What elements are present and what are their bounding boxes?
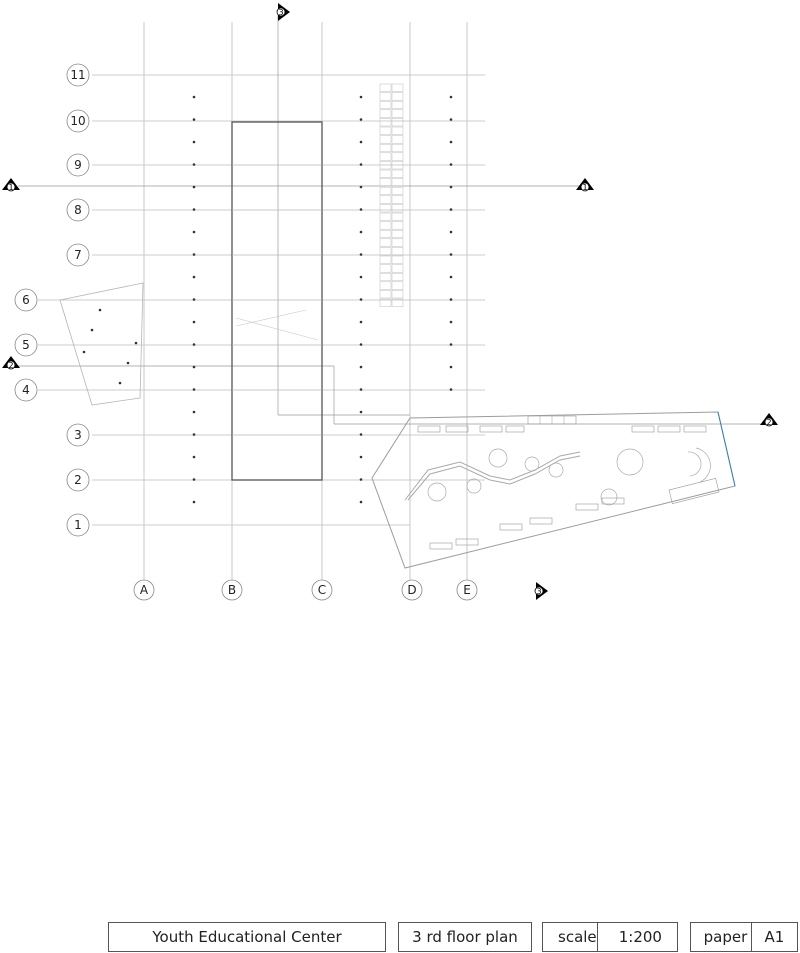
column-dot	[360, 141, 363, 144]
svg-text:3: 3	[536, 587, 542, 596]
section-marker-2-right	[760, 413, 778, 427]
section-marker-2-left	[2, 356, 20, 370]
column-dot	[360, 456, 363, 459]
column-dot	[193, 118, 196, 121]
row-label-1: 1	[74, 518, 82, 532]
row-axis-1	[67, 514, 89, 536]
paper-divider	[751, 923, 752, 951]
stair-step	[392, 136, 403, 144]
column-dot	[193, 186, 196, 189]
column-dot	[450, 186, 453, 189]
stair-step	[380, 144, 391, 152]
row-label-2: 2	[74, 473, 82, 487]
svg-text:1: 1	[8, 183, 14, 192]
section-marker-3-bottom	[535, 582, 548, 600]
column-dot	[193, 456, 196, 459]
column-dot	[193, 321, 196, 324]
column-dot	[450, 253, 453, 256]
column-label-e: E	[463, 583, 471, 597]
column-dot	[360, 366, 363, 369]
column-dot	[360, 231, 363, 234]
stair-step	[380, 101, 391, 109]
svg-text:2: 2	[8, 361, 14, 370]
stair-step	[380, 290, 391, 298]
column-dot	[193, 231, 196, 234]
paper-value: A1	[764, 928, 785, 946]
central-core	[232, 122, 322, 480]
row-label-7: 7	[74, 248, 82, 262]
stair-step	[380, 213, 391, 221]
column-dot	[193, 253, 196, 256]
column-dot	[127, 362, 130, 365]
column-dot	[193, 208, 196, 211]
column-dot	[360, 96, 363, 99]
stair-step	[392, 170, 403, 178]
stair-step	[392, 256, 403, 264]
column-dot	[450, 343, 453, 346]
column-dot	[450, 118, 453, 121]
column-dot	[193, 298, 196, 301]
column-axis-labels	[134, 580, 477, 600]
row-label-9: 9	[74, 158, 82, 172]
title-block-project	[108, 922, 386, 952]
column-label-b: B	[227, 583, 237, 597]
row-label-5: 5	[22, 338, 30, 352]
row-axis-5	[15, 334, 37, 356]
row-axis-3	[67, 424, 89, 446]
scale-value: 1:200	[618, 928, 662, 946]
row-label-3: 3	[74, 428, 82, 442]
column-axis-b	[222, 580, 242, 600]
stair-step	[380, 136, 391, 144]
stair-step	[380, 170, 391, 178]
row-label-8: 8	[74, 203, 82, 217]
row-label-4: 4	[22, 383, 30, 397]
column-dot	[193, 276, 196, 279]
column-dot	[135, 342, 138, 345]
stair-step	[392, 273, 403, 281]
stair-step	[380, 110, 391, 118]
column-dot	[450, 298, 453, 301]
stair-step	[380, 93, 391, 101]
stair-step	[392, 93, 403, 101]
column-dot	[450, 208, 453, 211]
svg-text:3: 3	[278, 8, 284, 17]
stair-step	[392, 118, 403, 126]
stair-step	[380, 187, 391, 195]
triangular-wing	[60, 283, 143, 405]
section-marker-1-right	[576, 178, 594, 192]
column-dot	[450, 231, 453, 234]
paper-label: paper	[703, 928, 748, 946]
column-dot	[360, 208, 363, 211]
title-block-sheet	[398, 922, 532, 952]
structural-columns	[83, 96, 453, 504]
column-label-c: C	[317, 583, 327, 597]
column-dot	[193, 343, 196, 346]
stair-step	[392, 290, 403, 298]
row-axis-9	[67, 154, 89, 176]
stair-step	[392, 265, 403, 273]
row-axis-2	[67, 469, 89, 491]
column-dot	[360, 253, 363, 256]
stair-step	[380, 127, 391, 135]
stair-step	[380, 179, 391, 187]
column-axis-e	[457, 580, 477, 600]
stair-step	[380, 84, 391, 92]
stair-step	[392, 110, 403, 118]
column-label-d: D	[407, 583, 417, 597]
title-block-paper	[690, 922, 798, 952]
stair-step	[380, 273, 391, 281]
row-axis-4	[15, 379, 37, 401]
column-dot	[360, 501, 363, 504]
stair-step	[392, 213, 403, 221]
column-dot	[193, 411, 196, 414]
column-dot	[450, 96, 453, 99]
column-dot	[360, 343, 363, 346]
stair-step	[380, 118, 391, 126]
column-dot	[360, 163, 363, 166]
row-axis-8	[67, 199, 89, 221]
stair-step	[380, 196, 391, 204]
sheet-title: 3 rd floor plan	[412, 928, 518, 946]
stair-step	[392, 101, 403, 109]
column-dot	[450, 163, 453, 166]
column-dot	[83, 351, 86, 354]
column-dot	[193, 96, 196, 99]
column-dot	[360, 478, 363, 481]
stair-step	[392, 222, 403, 230]
row-axis-7	[67, 244, 89, 266]
svg-text:2: 2	[766, 418, 772, 427]
stair-step	[380, 222, 391, 230]
column-dot	[91, 329, 94, 332]
column-dot	[119, 382, 122, 385]
row-axis-10	[67, 110, 89, 132]
row-label-11: 11	[70, 68, 86, 82]
stair-step	[392, 282, 403, 290]
row-label-10: 10	[70, 114, 86, 128]
stair-step	[392, 144, 403, 152]
column-dot	[360, 321, 363, 324]
row-axis-6	[15, 289, 37, 311]
row-axis-11	[67, 64, 89, 86]
stair-step	[380, 265, 391, 273]
column-grid-lines	[144, 22, 467, 580]
column-dot	[360, 433, 363, 436]
column-dot	[360, 411, 363, 414]
column-dot	[450, 141, 453, 144]
svg-text:1: 1	[582, 183, 588, 192]
column-dot	[360, 118, 363, 121]
column-dot	[193, 478, 196, 481]
column-dot	[99, 309, 102, 312]
column-dot	[450, 388, 453, 391]
scale-divider	[597, 923, 598, 951]
stair-step	[380, 256, 391, 264]
column-dot	[360, 298, 363, 301]
title-block-scale	[542, 922, 678, 952]
stair-step	[380, 247, 391, 255]
stair-step	[392, 153, 403, 161]
column-dot	[450, 366, 453, 369]
stair-step	[380, 282, 391, 290]
column-axis-d	[402, 580, 422, 600]
column-dot	[360, 186, 363, 189]
stair-step	[392, 196, 403, 204]
column-dot	[193, 141, 196, 144]
column-axis-a	[134, 580, 154, 600]
column-dot	[450, 321, 453, 324]
column-dot	[193, 388, 196, 391]
stair-step	[392, 204, 403, 212]
column-dot	[360, 388, 363, 391]
column-dot	[360, 276, 363, 279]
stair-step	[392, 84, 403, 92]
stair-step	[380, 230, 391, 238]
stair-block	[380, 84, 403, 307]
column-dot	[193, 366, 196, 369]
stair-step	[380, 153, 391, 161]
section-marker-1-left	[2, 178, 20, 192]
stair-step	[392, 230, 403, 238]
column-dot	[193, 163, 196, 166]
stair-step	[380, 239, 391, 247]
stair-step	[392, 127, 403, 135]
stair-step	[392, 179, 403, 187]
stair-step	[392, 247, 403, 255]
project-title: Youth Educational Center	[152, 928, 342, 946]
column-dot	[193, 433, 196, 436]
column-dot	[450, 276, 453, 279]
scale-label: scale	[558, 928, 597, 946]
column-axis-c	[312, 580, 332, 600]
section-marker-3-top	[277, 3, 290, 21]
stair-step	[392, 187, 403, 195]
column-label-a: A	[139, 583, 149, 597]
stair-step	[380, 204, 391, 212]
row-label-6: 6	[22, 293, 30, 307]
stair-step	[392, 239, 403, 247]
column-dot	[193, 501, 196, 504]
